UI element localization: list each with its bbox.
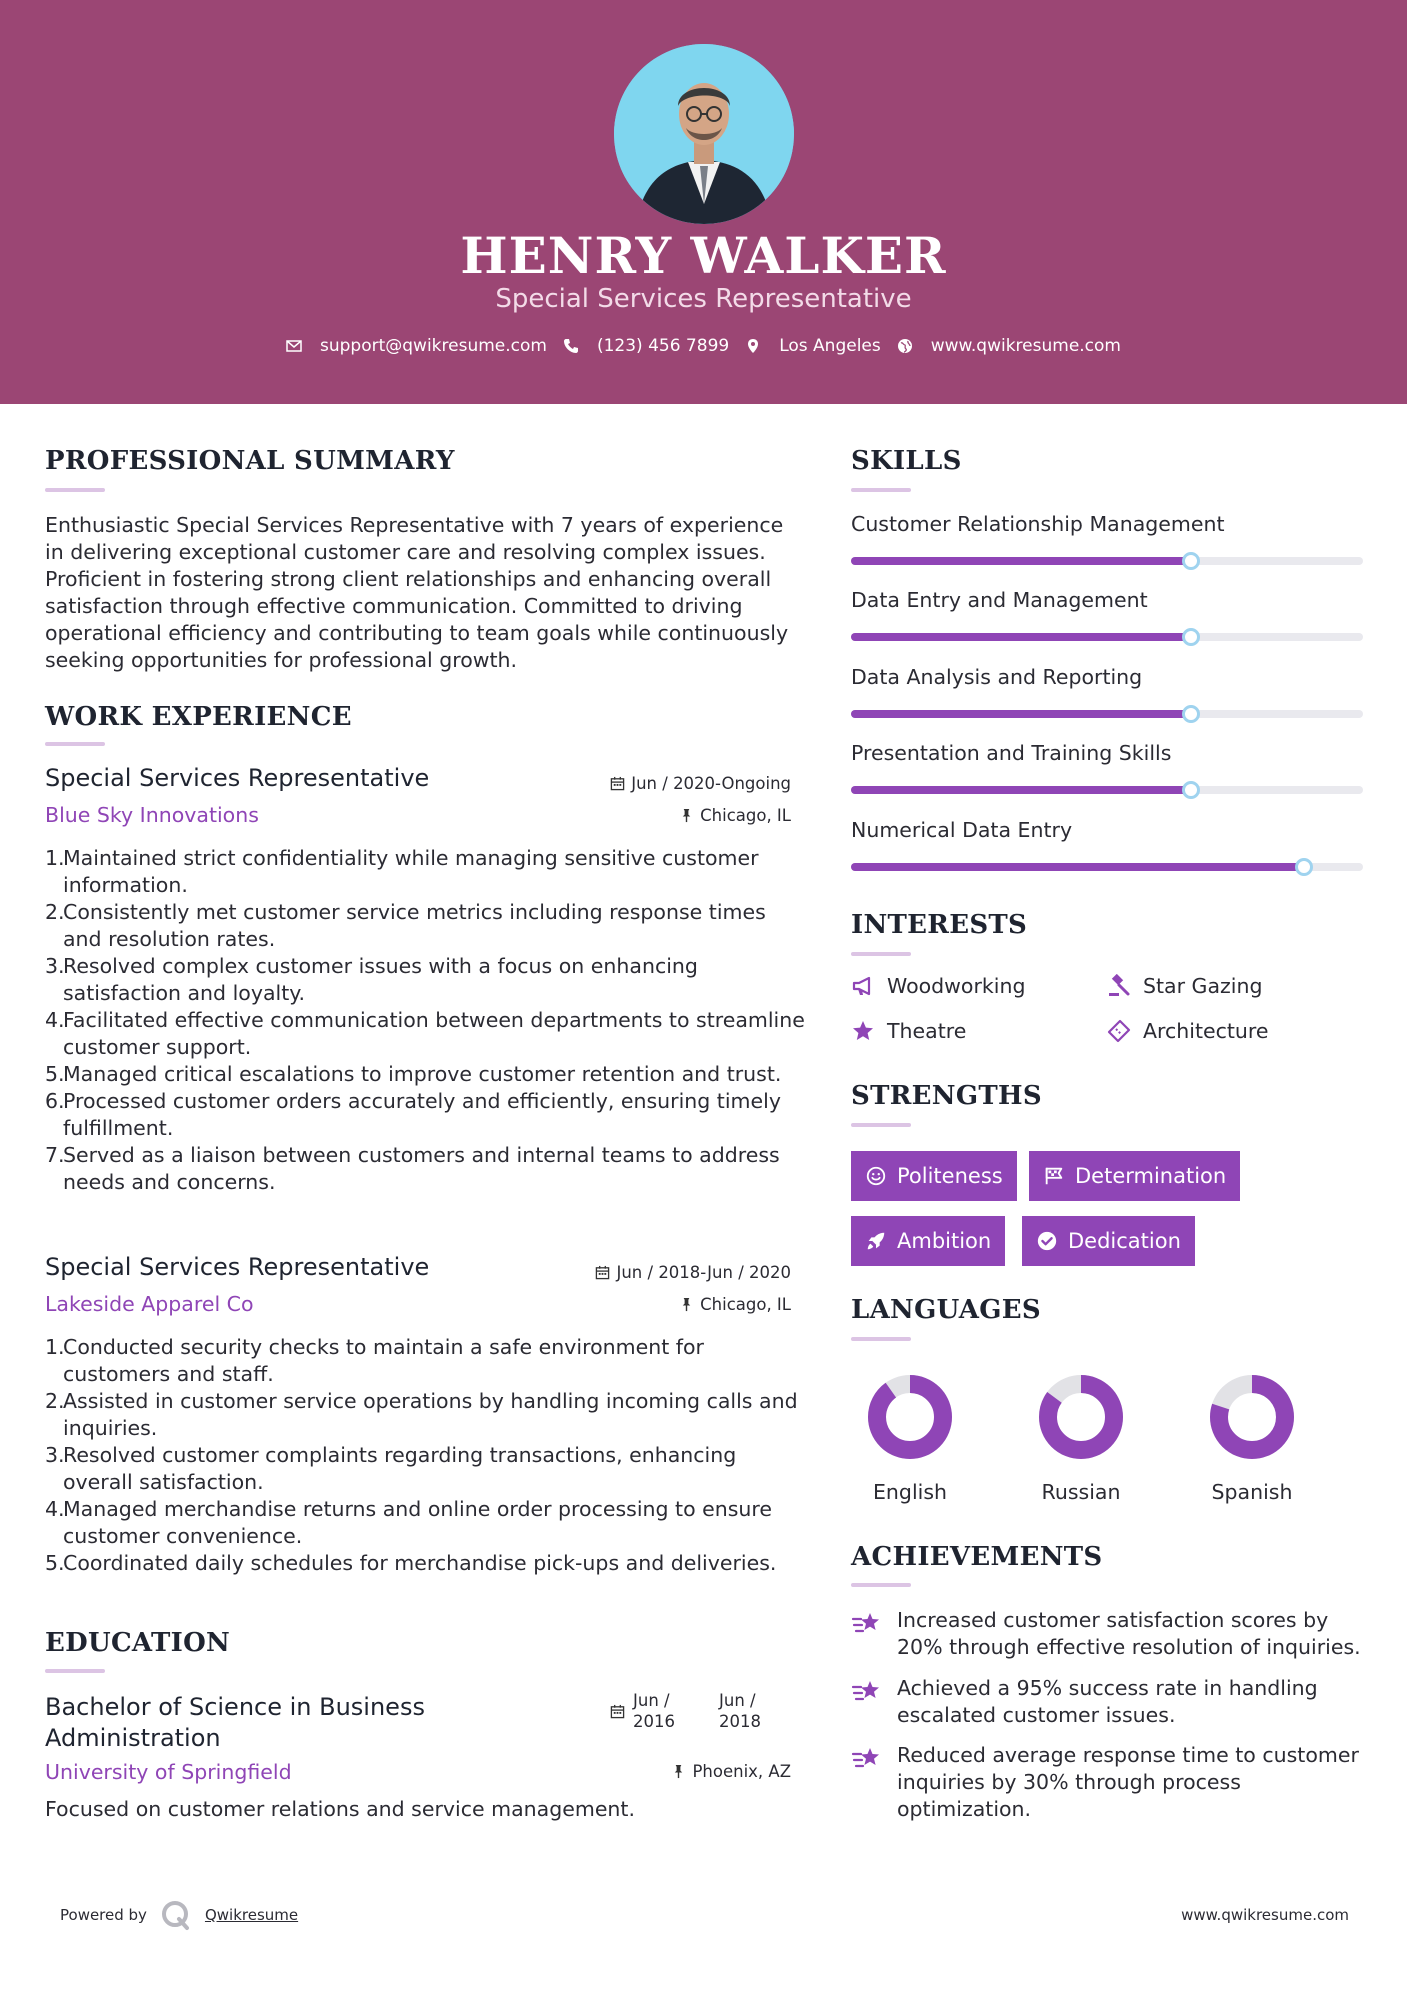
job-2-location-text: Chicago, IL [700,1295,791,1314]
job-1-dates [610,774,791,793]
school-name: University of Springfield [45,1760,292,1784]
megaphone-icon [851,974,875,998]
profile-photo [614,44,794,224]
language-label: English [872,1480,948,1504]
skill-5-fill [851,863,1304,871]
shooting-star-icon [851,1744,883,1774]
skill-5-name: Numerical Data Entry [851,818,1073,842]
gavel-icon [1107,974,1131,998]
list-item: 1. Conducted security checks to maintain a safe environment for customers and staff. [45,1335,704,1386]
skill-3-bar [851,710,1363,718]
list-item: 4. Managed merchandise returns and online order processing to ensure customer convenience. [45,1497,773,1548]
job-1-bullets [45,845,805,1196]
language-ring [1207,1372,1297,1462]
powered-by-text: Powered by [60,1906,147,1924]
skill-5-knob [1295,858,1313,876]
achievement-text: Reduced average response time to customer inquiries by 30% through process optimization. [897,1743,1359,1821]
education-start: Jun / 2016 [633,1691,675,1731]
qwikresume-link[interactable]: Qwikresume [204,1906,299,1924]
skill-1-bar [851,557,1363,565]
degree-title: Bachelor of Science in Business Administration [45,1693,425,1752]
shooting-star-icon [851,1677,883,1707]
achievements-heading: ACHIEVEMENTS [851,1542,1103,1572]
language-label: Russian [1041,1480,1121,1504]
list-item: 3. Resolved customer complaints regarding transactions, enhancing overall satisfaction. [45,1443,737,1494]
skill-3-name: Data Analysis and Reporting [851,665,1143,689]
flag-icon [1043,1165,1065,1187]
list-item: 2. Assisted in customer service operations by handling incoming calls and inquiries. [45,1389,798,1440]
skill-4-knob [1182,781,1200,799]
language-russian [1021,1372,1141,1504]
skill-3-fill [851,710,1191,718]
language-ring [865,1372,955,1462]
calendar-icon [595,1265,610,1280]
skills-underline [851,488,911,492]
map-pin-icon [745,338,761,354]
list-item: 3. Resolved complex customer issues with a focus on enhancing satisfaction and loyalty. [45,954,698,1005]
calendar-icon [610,776,625,791]
interest-architecture [1107,1019,1269,1043]
languages-heading: LANGUAGES [851,1295,1041,1325]
list-item: 7. Served as a liaison between customers and internal teams to address needs and concerns. [45,1143,780,1194]
interest-label: Theatre [887,1019,967,1043]
achievement-text: Increased customer satisfaction scores by 20% through effective resolution of inquiries. [897,1608,1361,1659]
footer-powered-by [60,1898,298,1932]
strength-label: Politeness [897,1164,1003,1188]
list-item: 4. Facilitated effective communication between departments to streamline customer support. [45,1008,805,1059]
strength-determination [1029,1151,1240,1201]
strength-label: Dedication [1068,1229,1181,1253]
job-2-company: Lakeside Apparel Co [45,1292,254,1316]
job-1-dates-text: Jun / 2020-Ongoing [631,774,791,793]
phone-text: (123) 456 7899 [596,336,730,356]
strengths-underline [851,1123,911,1127]
pushpin-icon [679,808,694,823]
summary-underline [45,488,105,492]
achievement-item [851,1742,1371,1823]
skill-1-knob [1182,552,1200,570]
list-item: 1. Maintained strict confidentiality while managing sensitive customer information. [45,846,759,897]
summary-text: Enthusiastic Special Services Representative with 7 years of experience in delivering exceptional customer care and resolving complex issues. Proficient in fostering strong client relationships and enhancing overall satisfaction through effective communication. Committed to driving operational efficiency and contributing to team goals while continuously seeking opportunities for professional growth. [45,513,789,672]
qwikresume-logo-icon [159,1898,193,1932]
skill-2-bar [851,633,1363,641]
strength-politeness [851,1151,1017,1201]
job-1-location [679,806,791,825]
language-english [850,1372,970,1504]
summary-heading: PROFESSIONAL SUMMARY [45,446,455,476]
interest-label: Architecture [1143,1019,1269,1043]
candidate-role: Special Services Representative [495,284,912,314]
contact-phone[interactable] [563,336,729,356]
achievement-item [851,1607,1371,1661]
skill-3-knob [1182,705,1200,723]
star-icon [851,1019,875,1043]
ticket-icon [1107,1019,1131,1043]
education-dates [610,1690,775,1732]
phone-icon [563,338,579,354]
job-1-title: Special Services Representative [45,764,430,792]
rocket-icon [865,1230,887,1252]
experience-heading: WORK EXPERIENCE [45,702,352,732]
education-underline [45,1669,105,1673]
education-location-text: Phoenix, AZ [692,1762,791,1781]
language-label: Spanish [1211,1480,1293,1504]
education-heading: EDUCATION [45,1628,231,1658]
job-2-dates-text: Jun / 2018-Jun / 2020 [616,1263,791,1282]
education-end: Jun / 2018 [719,1691,761,1731]
experience-underline [45,742,105,746]
languages-underline [851,1337,911,1341]
achievements-underline [851,1583,911,1587]
skills-heading: SKILLS [851,446,962,476]
education-location [671,1762,791,1781]
pushpin-icon [679,1297,694,1312]
skill-4-fill [851,786,1191,794]
job-2-title: Special Services Representative [45,1253,430,1281]
contact-email[interactable] [286,336,547,356]
contact-location [745,336,881,356]
pushpin-icon [671,1764,686,1779]
interest-label: Star Gazing [1143,974,1263,998]
language-spanish [1192,1372,1312,1504]
strength-label: Ambition [897,1229,992,1253]
list-item: 5. Coordinated daily schedules for merchandise pick-ups and deliveries. [45,1551,777,1575]
shooting-star-icon [851,1609,883,1639]
job-2-location [679,1295,791,1314]
interest-label: Woodworking [887,974,1026,998]
envelope-icon [286,338,302,354]
interests-underline [851,952,911,956]
interest-woodworking [851,974,1025,998]
skill-2-name: Data Entry and Management [851,588,1148,612]
check-circle-icon [1036,1230,1058,1252]
location-text: Los Angeles [779,336,881,356]
strength-label: Determination [1075,1164,1227,1188]
contact-website[interactable] [897,336,1121,356]
list-item: 6. Processed customer orders accurately and efficiently, ensuring timely fulfillment. [45,1089,781,1140]
language-ring [1036,1372,1126,1462]
skill-2-fill [851,633,1191,641]
skill-4-name: Presentation and Training Skills [851,741,1172,765]
achievement-text: Achieved a 95% success rate in handling escalated customer issues. [897,1676,1318,1727]
job-1-company: Blue Sky Innovations [45,803,259,827]
list-item: 2. Consistently met customer service metrics including response times and resolution rates. [45,900,766,951]
education-description: Focused on customer relations and service management. [45,1797,635,1821]
job-1-location-text: Chicago, IL [700,806,791,825]
interest-star-gazing [1107,974,1262,998]
strength-ambition [851,1216,1005,1266]
job-2-bullets [45,1334,805,1577]
achievement-item [851,1675,1371,1729]
strength-dedication [1022,1216,1195,1266]
job-2-dates [595,1263,791,1282]
website-text: www.qwikresume.com [930,336,1121,356]
interests-heading: INTERESTS [851,910,1028,940]
email-text: support@qwikresume.com [320,336,547,356]
strengths-heading: STRENGTHS [851,1081,1042,1111]
skill-1-fill [851,557,1191,565]
skill-2-knob [1182,628,1200,646]
skill-4-bar [851,786,1363,794]
calendar-icon [610,1704,625,1719]
skill-5-bar [851,863,1363,871]
candidate-name: HENRY WALKER [460,226,947,285]
smile-icon [865,1165,887,1187]
contact-bar [0,336,1407,356]
resume-header [0,0,1407,404]
list-item: 5. Managed critical escalations to improve customer retention and trust. [45,1062,782,1086]
skill-1-name: Customer Relationship Management [851,512,1225,536]
interest-theatre [851,1019,966,1043]
globe-icon [897,338,913,354]
footer-url[interactable]: www.qwikresume.com [1181,1906,1349,1924]
